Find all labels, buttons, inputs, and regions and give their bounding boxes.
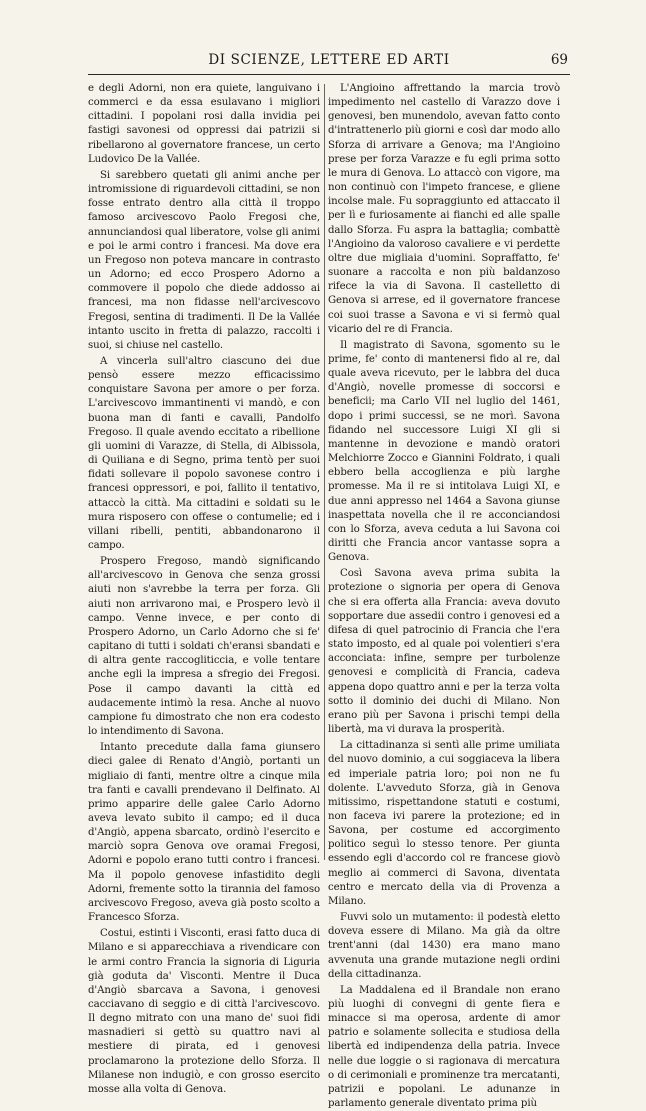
running-header bbox=[88, 52, 570, 74]
paragraph: Così Savona aveva prima subita la protezione o signoria per opera di Genova che si era offerta alla Francia: aveva dovuto sopportare due assedii contro i genovesi ed a difesa di quel patrocinio di Francia che l'era stato imposto, ed al quale poi volentieri s'era acconciata: infine, sempre per turbolenze genovesi e complicità di Francia, cadeva appena dopo quattro anni e per la terza volta sotto il dominio dei duchi di Milano. Non erano più per Savona i prischi tempi della libertà, ma vi durava la prosperità. bbox=[328, 568, 560, 736]
paragraph: Il magistrato di Savona, sgomento su le prime, fe' conto di mantenersi fido al re, dal quale aveva ricevuto, per le labbra del duca d'Angiò, novelle promesse di soccorsi e beneficii; ma Carlo VII nel luglio del 1461, dopo i primi successi, se ne morì. Savona fidando nel successore Luigi XI gli si mantenne in devozione e mandò oratori Melchiorre Zocco e Giannini Foldrato, i quali ebbero bella accoglienza e più larghe promesse. Ma il re si intitolava Luigi XI, e due anni appresso nel 1464 a Savona giunse inaspettata novella che il re acconciandosi con lo Sforza, aveva ceduta a lui Savona coi diritti che Francia ancor vantasse sopra a Genova. bbox=[328, 339, 560, 564]
paragraph: Si sarebbero quetati gli animi anche per intromissione di riguardevoli cittadini, se non fosse entrato dentro alla città il troppo famoso arcivescovo Paolo Fregosi che, annunciandosi qual liberatore, volse gli animi e poi le armi contro i francesi. Ma dove era un Fregoso non poteva mancare in contrasto un Adorno; ed ecco Prospero Adorno a commovere il popolo che diede addosso ai francesi, ma non fidasse nell'arcivescovo Fregosi, sentina di tradimenti. Il De la Vallée intanto uscito in fretta di palazzo, raccolti i suoi, si chiuse nel castello. bbox=[88, 169, 320, 351]
paragraph: e degli Adorni, non era quiete, languivano i commerci e da essa esulavano i migliori cittadini. I popolani rosi dalla invidia pei fastigi savonesi od oppressi dai patrizii si ribellarono al governatore francese, un certo Ludovico De la Vallée. bbox=[88, 83, 320, 165]
paragraph: Fuvvi solo un mutamento: il podestà eletto doveva essere di Milano. Ma già da oltre trent'anni (dal 1430) era mano mano avvenuta una grande mutazione negli ordini della cittadinanza. bbox=[328, 912, 560, 980]
paragraph: Costui, estinti i Visconti, erasi fatto duca di Milano e si apparecchiava a rivendicare con le armi contro Francia la signoria di Liguria già goduta da' Visconti. Mentre il Duca d'Angiò sbarcava a Savona, i genovesi cacciavano di seggio e di città l'arcivescovo. Il degno mitrato con una mano de' suoi fidi masnadieri si gettò su quattro navi al mestiere di pirata, ed i genovesi proclamarono la protezione dello Sforza. Il Milanese non indugiò, e con grosso esercito mosse alla volta di Genova. bbox=[88, 928, 320, 1095]
paragraph: L'Angioino affrettando la marcia trovò impedimento nel castello di Varazzo dove i genovesi, ben munendolo, avevan fatto conto d'intrattenerlo più giorni e così dar modo allo Sforza di arrivare a Genova; ma l'Angioino prese per forza Varazze e fu egli prima sotto le mura di Genova. Lo attaccò con vigore, ma non continuò con l'impeto francese, e gliene incolse male. Fu sopraggiunto ed attaccato il per lì e furiosamente ai fianchi ed alle spalle dallo Sforza. Fu aspra la battaglia; combattè l'Angioino da valoroso cavaliere e vi perdette oltre due migliaia d'uomini. Sopraffatto, fe' suonare a raccolta e non più baldanzoso rifece la via di Savona. Il castelletto di Genova si arrese, ed il governatore francese coi suoi trasse a Savona e vi si fermò qual vicario del re di Francia. bbox=[328, 83, 560, 335]
paragraph: La Maddalena ed il Brandale non erano più luoghi di convegni di gente fiera e minacce si ma operosa, ardente di amor patrio e solamente sollecita e studiosa della libertà ed indipendenza della patria. Invece nelle due loggie o si ragionava di mercatura o di cerimoniali e prominenze tra mercatanti, patrizii e popolani. Le adunanze in parlamento generale diventato prima più bbox=[328, 984, 560, 1110]
header-title: DI SCIENZE, LETTERE ED ARTI bbox=[208, 52, 450, 68]
paragraph: A vincerla sull'altro ciascuno dei due pensò essere mezzo efficacissimo conquistare Savona per amore o per forza. L'arcivescovo immantinenti vi mandò, e con buona man di fanti e cavalli, Pandolfo Fregoso. Il quale avendo eccitato a ribellione gli uomini di Varazze, di Stella, di Albissola, di Quiliana e di Segno, prima tentò per suoi fidati sollevare il popolo savonese contro i francesi oppressori, e poi, fallito il tentativo, attaccò la città. Ma cittadini e soldati su le mura risposero con offese o contumelie; ed i villani ribelli, pentiti, abbandonarono il campo. bbox=[88, 355, 320, 551]
page-number: 69 bbox=[550, 52, 568, 68]
right-column bbox=[328, 82, 560, 1110]
header-rule bbox=[88, 74, 570, 75]
paragraph: La cittadinanza si sentì alle prime umiliata del nuovo dominio, a cui soggiaceva la libera ed imperiale patria loro; poi non ne fu dolente. L'avveduto Sforza, già in Genova mitissimo, rispettandone statuti e costumi, non faceva ivi parere la protezione; ed in Savona, per costume ed accorgimento politico seguì lo stesso tenore. Per giunta essendo egli d'accordo col re francese giovò meglio ai commerci di Savona, diventata centro e mercato della via di Provenza a Milano. bbox=[328, 740, 560, 907]
paragraph: Intanto precedute dalla fama giunsero dieci galee di Renato d'Angiò, portanti un migliaio di fanti, mentre oltre a cinque mila tra fanti e cavalli prendevano il Delfinato. Al primo apparire delle galee Carlo Adorno aveva levato subito il campo; ed il duca d'Angiò, appena sbarcato, ordinò l'esercito e marciò sopra Genova ove oramai Fregosi, Adorni e popolo erano tutti contro i francesi. Ma il popolo genovese infastidito degli Adorni, fremente sotto la tirannia del famoso arcivescovo Fregoso, aveva già posto scolto a Francesco Sforza. bbox=[88, 742, 320, 924]
paragraph: Prospero Fregoso, mandò significando all'arcivescovo in Genova che senza grossi aiuti non s'avrebbe la terra per forza. Gli aiuti non arrivarono mai, e Prospero levò il campo. Venne invece, e per conto di Prospero Adorno, un Carlo Adorno che si fe' capitano di tutti i soldati ch'eransi sbandati e di altra gente raccogliticcia, e volle tentare anche egli la impresa a sfregio dei Fregosi. Pose il campo davanti la città ed audacemente intimò la resa. Anche al nuovo campione fu dimostrato che non era codesto lo intendimento di Savona. bbox=[88, 556, 320, 738]
left-column bbox=[88, 82, 320, 1095]
column-divider bbox=[324, 84, 325, 860]
